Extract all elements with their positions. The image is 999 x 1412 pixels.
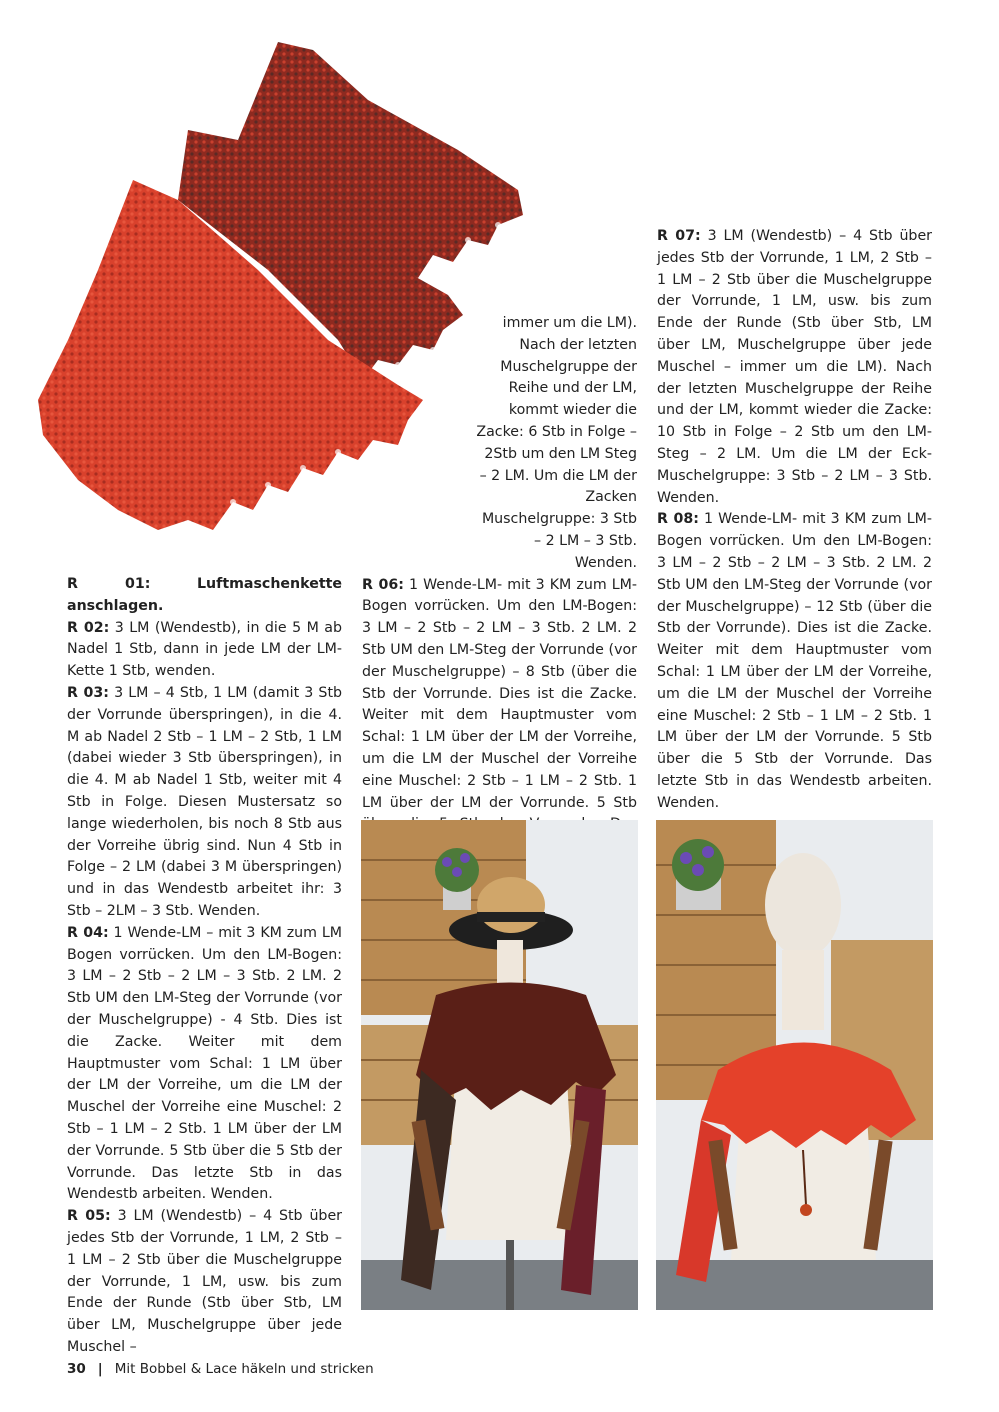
row-label: R 01: — [67, 576, 151, 592]
red-shawl-photo — [656, 820, 933, 1310]
row-text: 3 LM – 4 Stb, 1 LM (damit 3 Stb der Vorrunde überspringen), in die 4. M ab Nadel 2 Stb – 1 LM – 2 Stb, 1 LM (dabei wieder 3 Stb überspringen), in die 4. M ab Nadel 1 Stb, weiter mit 4 Stb in Folge. Diesen Mustersatz so lange wiederholen, bis noch 8 Stb aus der Vorreihe übrig sind. Nun 4 Stb in Folge – 2 LM (dabei 3 M überspringen) und in das Wendestb arbeitet ihr: 3 Stb – 2LM – 3 Stb. Wenden. — [67, 684, 343, 919]
brown-shawl-illustration — [361, 820, 638, 1310]
row-03 — [67, 683, 342, 923]
row-text: 1 Wende-LM- mit 3 KM zum LM-Bogen vorrücken. Um den LM-Bogen: 3 LM – 2 Stb – 2 LM – 3 Stb. 2 LM. 2 Stb UM den LM-Steg der Vorrunde (vor der Muschelgruppe) – 8 Stb (über die Stb der Vorrunde. Dies ist die Zacke. Weiter mit dem Hauptmuster vom Schal: 1 LM über der LM der Vorreihe, um die LM der Muschel der Vorreihe eine Muschel: 2 Stb – 1 LM – 2 Stb. 1 LM über der LM der Vorrunde. 5 Stb — [362, 576, 638, 811]
row-04 — [67, 923, 342, 1206]
row-text: 3 LM (Wendestb) – 4 Stb über jedes Stb der Vorrunde, 1 LM, 2 Stb – 1 LM – 2 Stb über die Muschelgruppe der Vorrunde, 1 LM, usw. bis zum Ende der Runde (Stb über Stb, LM über LM, Muschelgruppe über jede Muschel – immer um die LM). Nach der letzten Muschelgruppe der Reihe und der LM, kommt wieder die Zacke: 10 Stb in Folge – 2 Stb um den LM-Steg – 2 LM. Um die LM der Eck- Muschelgruppe: 3 Stb – 2 LM – 3 Stb. Wenden. — [657, 228, 933, 506]
brown-shawl-photo — [361, 820, 638, 1310]
row-label: R 05: — [67, 1208, 111, 1225]
instructions-column-2 — [362, 313, 637, 880]
row-label: R 08: — [657, 511, 699, 528]
row-text: 3 LM (Wendestb) – 4 Stb über jedes Stb der Vorrunde, 1 LM, 2 Stb – 1 LM – 2 Stb über die Muschelgruppe der Vorrunde, 1 LM, usw. bis zum Ende der Runde (Stb über Stb, LM über LM, Muschelgruppe über jede Muschel – — [67, 1208, 343, 1355]
row-label: R 02: — [67, 619, 110, 636]
row-02 — [67, 618, 342, 683]
row-07 — [657, 226, 932, 509]
page-footer — [67, 1361, 374, 1377]
row-label: R 06: — [362, 576, 404, 593]
book-title: Mit Bobbel & Lace häkeln und stricken — [114, 1361, 374, 1377]
row-05 — [67, 1206, 342, 1359]
row-label: R 07: — [657, 228, 701, 244]
page-number: 30 — [67, 1361, 86, 1377]
row-text: Luftmaschenkette anschlagen. — [67, 576, 343, 614]
row-text: 1 Wende-LM – mit 3 KM zum LM Bogen vorrücken. Um den LM-Bogen: 3 LM – 2 Stb – 2 LM – 3 Stb. 2 LM. 2 Stb UM den LM-Steg der Vorrunde (vor der Muschelgruppe) - 4 Stb. Dies ist die Zacke. Weiter mit dem Hauptmuster vom Schal: 1 LM über der LM der Vorreihe, um die LM der Muschel der Vorreihe eine Muschel: 2 Stb – 1 LM – 2 Stb. 1 LM über der LM der Vorrunde. 5 Stb über die 5 Stb der Vorrunde. Das letzte Stb in das Wendestb arbeiten. Wenden. — [67, 924, 343, 1203]
row-text: 3 LM (Wendestb), in die 5 M ab Nadel 1 Stb, dann in jede LM der LM-Kette 1 Stb, wenden. — [67, 619, 342, 680]
instructions-column-1 — [67, 574, 342, 1359]
row-label: R 04: — [67, 924, 109, 941]
row-01 — [67, 574, 342, 618]
row-08 — [657, 509, 932, 814]
row-text: 1 Wende-LM- mit 3 KM zum LM-Bogen vorrücken. Um den LM-Bogen: 3 LM – 2 Stb – 2 LM – 3 Stb. 2 LM. 2 Stb UM den LM-Steg der Vorrunde (vor der Muschelgruppe) – 12 Stb (über die Stb der Vorrunde). Dies ist die Zacke. Weiter mit dem Hauptmuster vom Schal: 1 LM über der LM der Vorreihe, um die LM der Muschel der Vorreihe eine Muschel: 2 Stb – 1 LM – 2 Stb. 1 LM über der LM der Vorrunde. 5 Stb über die 5 Stb der Vorrunde. Das letzte Stb in das Wendestb arbeiten. Wenden. — [657, 511, 933, 811]
row-05-continued: immer um die LM). Nach der letzten Muschelgruppe der Reihe und der LM, kommt wieder die Zacke: 6 Stb in Folge – 2Stb um den LM Steg – 2 LM. Um die LM der Zacken Muschelgruppe: 3 Stb – 2 LM – 3 Stb. Wenden. — [476, 315, 637, 571]
red-shawl-illustration — [656, 820, 933, 1310]
row-label: R 03: — [67, 684, 109, 701]
instructions-column-3 — [657, 226, 932, 815]
footer-separator: | — [97, 1361, 103, 1377]
